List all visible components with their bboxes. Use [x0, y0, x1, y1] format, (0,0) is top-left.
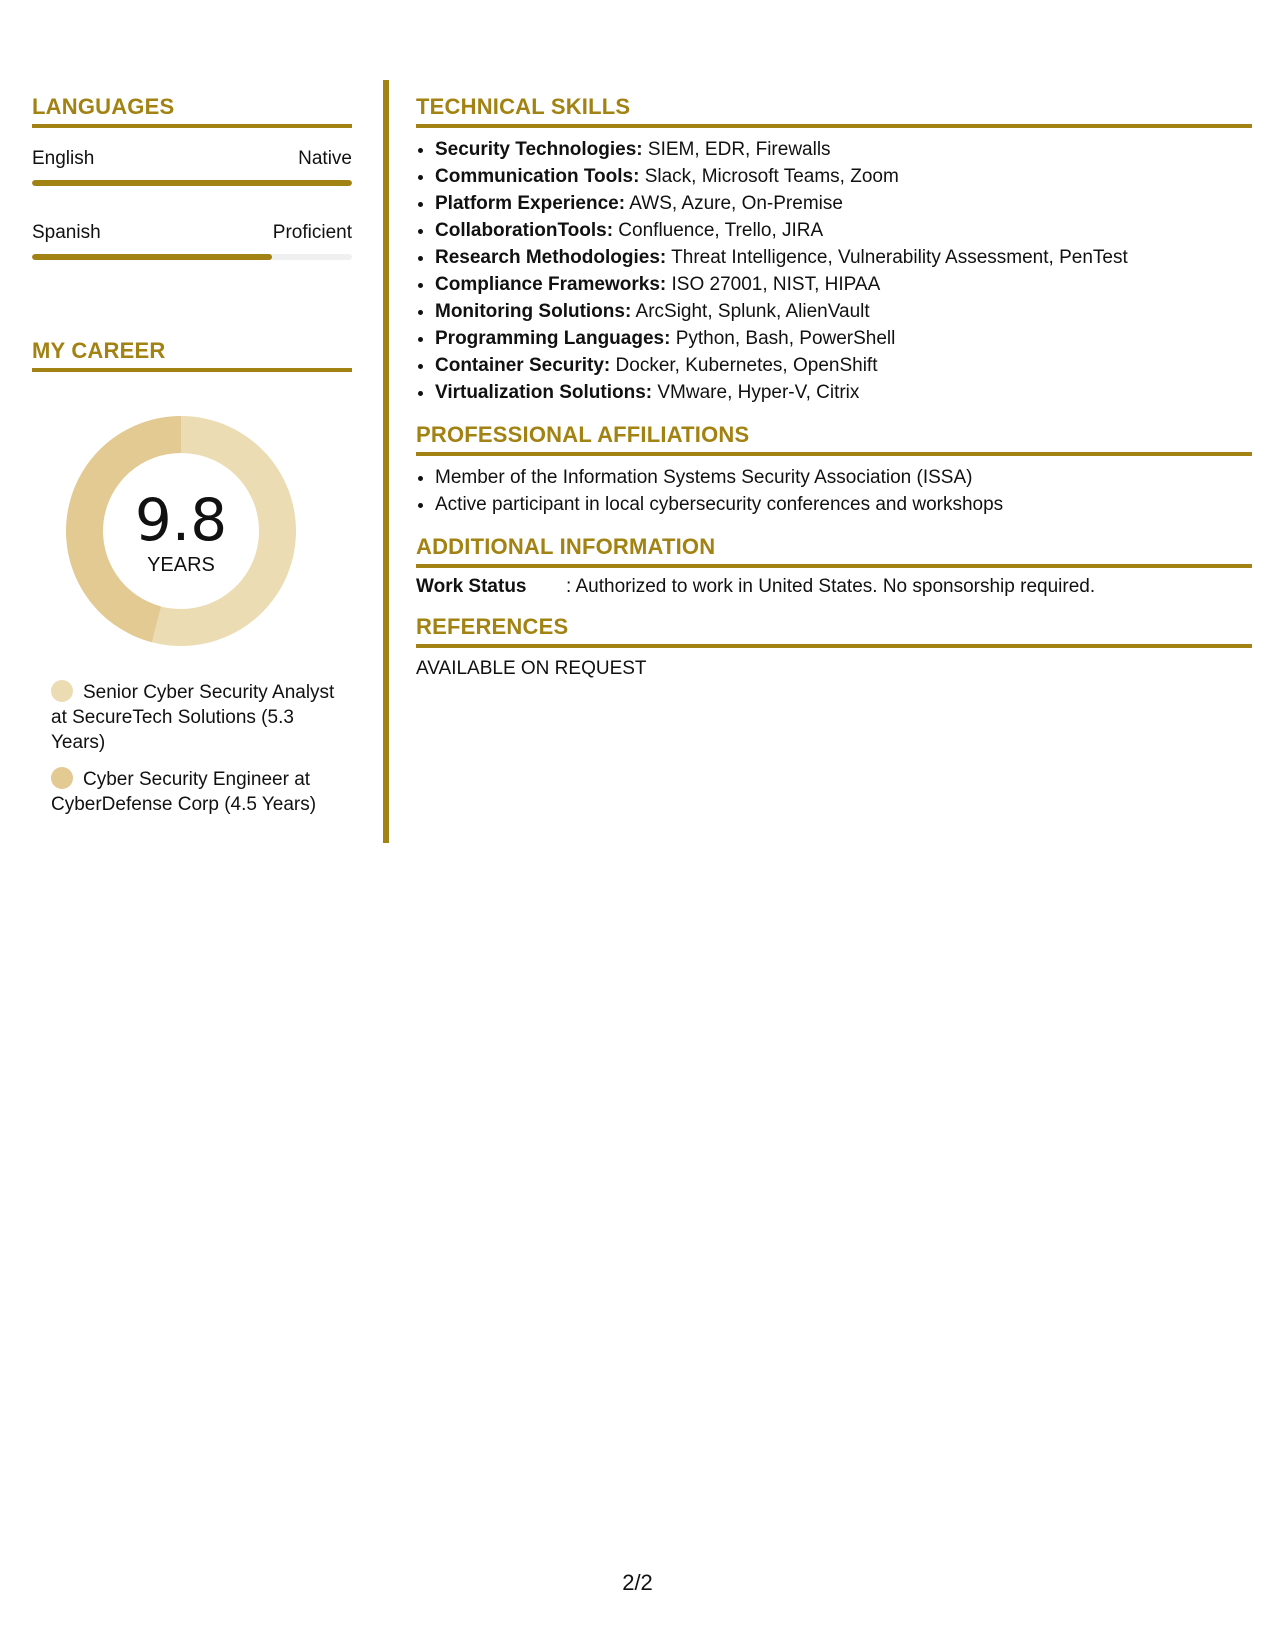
skill-item — [435, 190, 1252, 217]
career-total-unit: YEARS — [147, 554, 215, 576]
skill-value: Confluence, Trello, JIRA — [613, 220, 824, 241]
skill-key: Compliance Frameworks: — [435, 274, 667, 295]
career-legend — [32, 680, 352, 817]
references-heading: REFERENCES — [416, 614, 1252, 648]
legend-dot-icon — [51, 680, 73, 702]
references-text: AVAILABLE ON REQUEST — [416, 658, 647, 679]
work-status-row — [416, 576, 1252, 598]
skill-item — [435, 325, 1252, 352]
work-status-value: : Authorized to work in United States. No sponsorship required. — [566, 576, 1096, 597]
affiliations-list — [416, 464, 1252, 518]
language-bar-fill — [32, 254, 272, 260]
skill-item — [435, 298, 1252, 325]
page-number: 2/2 — [622, 1570, 653, 1595]
skill-value: ArcSight, Splunk, AlienVault — [631, 301, 870, 322]
skill-value: VMware, Hyper-V, Citrix — [652, 382, 860, 403]
career-total-value: 9.8 — [134, 486, 228, 554]
work-status-label: Work Status — [416, 576, 527, 597]
skill-item — [435, 163, 1252, 190]
skill-value: SIEM, EDR, Firewalls — [642, 139, 831, 160]
language-name: English — [32, 148, 95, 169]
skill-item — [435, 244, 1252, 271]
career-legend-label: Senior Cyber Security Analyst at SecureTech Solutions (5.3 Years) — [51, 682, 335, 753]
career-legend-label: Cyber Security Engineer at CyberDefense Corp (4.5 Years) — [51, 769, 317, 815]
skill-item — [435, 136, 1252, 163]
skill-value: Slack, Microsoft Teams, Zoom — [639, 166, 899, 187]
career-heading: MY CAREER — [32, 338, 352, 372]
skill-value: AWS, Azure, On-Premise — [625, 193, 843, 214]
skill-value: Python, Bash, PowerShell — [670, 328, 896, 349]
skill-key: CollaborationTools: — [435, 220, 614, 241]
language-bar — [32, 180, 352, 186]
skill-item — [435, 217, 1252, 244]
career-legend-item — [51, 767, 352, 817]
skill-item — [435, 352, 1252, 379]
additional-info-heading: ADDITIONAL INFORMATION — [416, 534, 1252, 568]
skill-value: ISO 27001, NIST, HIPAA — [666, 274, 881, 295]
technical-skills-list — [416, 136, 1252, 406]
skill-item — [435, 379, 1252, 406]
technical-skills-heading: TECHNICAL SKILLS — [416, 94, 1252, 128]
language-level: Proficient — [272, 222, 352, 243]
skill-key: Programming Languages: — [435, 328, 671, 349]
skill-key: Monitoring Solutions: — [435, 301, 632, 322]
language-bar — [32, 254, 352, 260]
language-row-english — [32, 148, 352, 186]
skill-value: Threat Intelligence, Vulnerability Assessment, PenTest — [666, 247, 1128, 268]
affiliations-heading: PROFESSIONAL AFFILIATIONS — [416, 422, 1252, 456]
language-row-spanish — [32, 222, 352, 260]
skill-key: Container Security: — [435, 355, 611, 376]
skill-key: Security Technologies: — [435, 139, 643, 160]
career-donut-chart — [66, 416, 296, 646]
language-bar-fill — [32, 180, 352, 186]
career-legend-item — [51, 680, 352, 755]
language-level: Native — [298, 148, 352, 169]
skill-value: Docker, Kubernetes, OpenShift — [610, 355, 878, 376]
languages-heading: LANGUAGES — [32, 94, 352, 128]
skill-key: Communication Tools: — [435, 166, 640, 187]
affiliation-item: • Member of the Information Systems Security Association (ISSA) — [435, 464, 1252, 491]
language-name: Spanish — [32, 222, 101, 243]
affiliation-item: • Active participant in local cybersecurity conferences and workshops — [435, 491, 1252, 518]
skill-item — [435, 271, 1252, 298]
skill-key: Platform Experience: — [435, 193, 626, 214]
legend-dot-icon — [51, 767, 73, 789]
left-column — [32, 78, 352, 829]
right-column — [416, 78, 1252, 680]
column-divider — [383, 80, 389, 843]
skill-key: Research Methodologies: — [435, 247, 667, 268]
skill-key: Virtualization Solutions: — [435, 382, 653, 403]
